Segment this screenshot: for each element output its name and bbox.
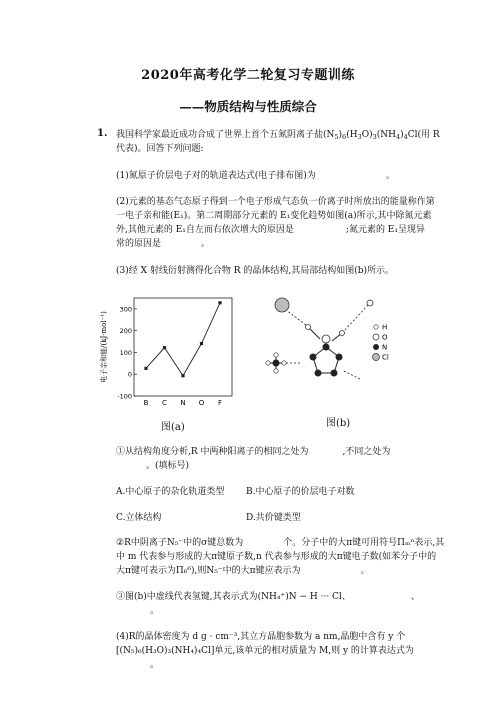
hydrogen-atom — [266, 361, 270, 365]
question-number: 1. — [97, 128, 108, 139]
x-tick-label: N — [180, 399, 186, 407]
legend-cl: Cl — [382, 353, 389, 362]
chlorine-atom — [275, 298, 289, 312]
hydrogen-atom — [274, 369, 278, 373]
part-2-line-4: 常的原因是 。 — [116, 239, 211, 249]
structure-diagram — [262, 295, 402, 407]
data-point — [218, 301, 221, 304]
q3-3-line-2: 。 — [150, 606, 160, 616]
nitrogen-atom — [310, 354, 317, 361]
figure-b-caption: 图(b) — [326, 418, 351, 429]
nitrogen-atom — [323, 344, 330, 351]
legend-n: N — [382, 343, 388, 352]
hydrogen-atom — [340, 331, 345, 336]
document-title: 2020年高考化学二轮复习专题训练 — [141, 68, 355, 83]
option-c: C.立体结构 — [116, 513, 162, 523]
oxygen-atom — [322, 335, 330, 343]
x-tick-label: C — [162, 399, 167, 407]
q4-line-3: 。 — [150, 660, 160, 670]
series-line — [146, 303, 220, 376]
data-point — [144, 367, 147, 370]
x-tick-label: F — [217, 399, 223, 407]
option-b: B.中心原子的价层电子对数 — [246, 487, 355, 497]
intro-line-1: 我国科学家最近成功合成了世界上首个五氮阴离子盐$(N_5)_6(H_3O)_3(NH_4)_4Cl$(用 R — [116, 130, 440, 141]
plot-frame — [134, 298, 232, 396]
option-a: A.中心原子的杂化轨道类型 — [116, 487, 225, 497]
nitrogen-atom — [273, 360, 280, 367]
q3-2-line-1: ②R中阴离子N₅⁻中的σ键总数为 个。分子中的大π键可用符号Πₘⁿ表示,其 — [116, 538, 445, 548]
figure-a-caption: 图(a) — [161, 422, 185, 433]
q4-line-1: (4)R的晶体密度为 d g · cm⁻³,其立方晶胞参数为 a nm,晶胞中含有 y 个 — [116, 632, 406, 642]
y-tick-label: 0 — [127, 370, 132, 379]
part-3-intro: (3)经 X 射线衍射测得化合物 R 的晶体结构,其局部结构如图(b)所示。 — [116, 266, 395, 276]
legend-o: O — [382, 333, 388, 342]
q3-2-line-2: 中 m 代表参与形成的大π键原子数,n 代表参与形成的大π键电子数(如苯分子中的 — [116, 552, 437, 562]
q4-line-2: [(N₅)₆(H₃O)₃(NH₄)₄Cl]单元,该单元的相对质量为 M,则 y 的计算表达式为 — [116, 646, 414, 656]
part-2-line-2: 一电子亲和能(E₁)。第二周期部分元素的 E₁变化趋势如图(a)所示,其中除氮元素 — [116, 211, 432, 221]
option-d: D.共价键类型 — [246, 513, 301, 523]
hydrogen-atom — [274, 353, 278, 357]
y-tick-label: 200 — [119, 327, 132, 336]
electron-affinity-chart — [96, 292, 238, 410]
structure-legend — [373, 324, 389, 362]
part-1: (1)氮原子价层电子对的轨道表达式(电子排布图)为 。 — [116, 171, 395, 181]
chart-marks — [144, 301, 221, 377]
chart-axes — [99, 298, 232, 407]
data-point — [181, 374, 184, 377]
legend-h: H — [382, 323, 388, 332]
nitrogen-atom — [315, 370, 322, 377]
document-subtitle: ——物质结构与性质综合 — [179, 99, 317, 114]
q3-1-line-2: 。(填标号) — [146, 461, 190, 471]
q3-1-line-1: ①从结构角度分析,R 中两种阳离子的相同之处为 ,不同之处为 — [116, 447, 391, 457]
nitrogen-atom — [331, 370, 338, 377]
y-tick-label: -100 — [117, 392, 132, 401]
q3-3-line-1: ③图(b)中虚线代表氢键,其表示式为(NH₄⁺)N − H ··· Cl、 、 — [116, 592, 420, 602]
hydrogen-atom — [367, 300, 373, 306]
covalent-bonds — [268, 327, 342, 373]
part-2-line-1: (2)元素的基态气态原子得到一个电子形成气态负一价离子时所放出的能量称作第 — [116, 197, 435, 207]
y-tick-label: 300 — [119, 305, 132, 314]
x-tick-label: O — [198, 399, 205, 407]
x-tick-label: B — [143, 399, 149, 407]
data-point — [163, 346, 166, 349]
hydrogen-atom — [306, 325, 311, 330]
hydrogen-atom — [282, 361, 286, 365]
y-axis-label: 电子亲和能/(kJ·mol⁻¹) — [100, 311, 108, 383]
data-point — [200, 342, 203, 345]
intro-line-2: 代表)。回答下列问题: — [116, 144, 204, 154]
q3-2-line-3: 大π键可表示为Π₆⁶),则N₅⁻中的大π键应表示为 。 — [116, 566, 370, 576]
part-2-line-3: 外,其他元素的 E₁自左而右依次增大的原因是 ;氮元素的 E₁呈现异 — [116, 225, 425, 235]
y-tick-label: 100 — [119, 348, 132, 357]
nitrogen-atom — [336, 354, 343, 361]
